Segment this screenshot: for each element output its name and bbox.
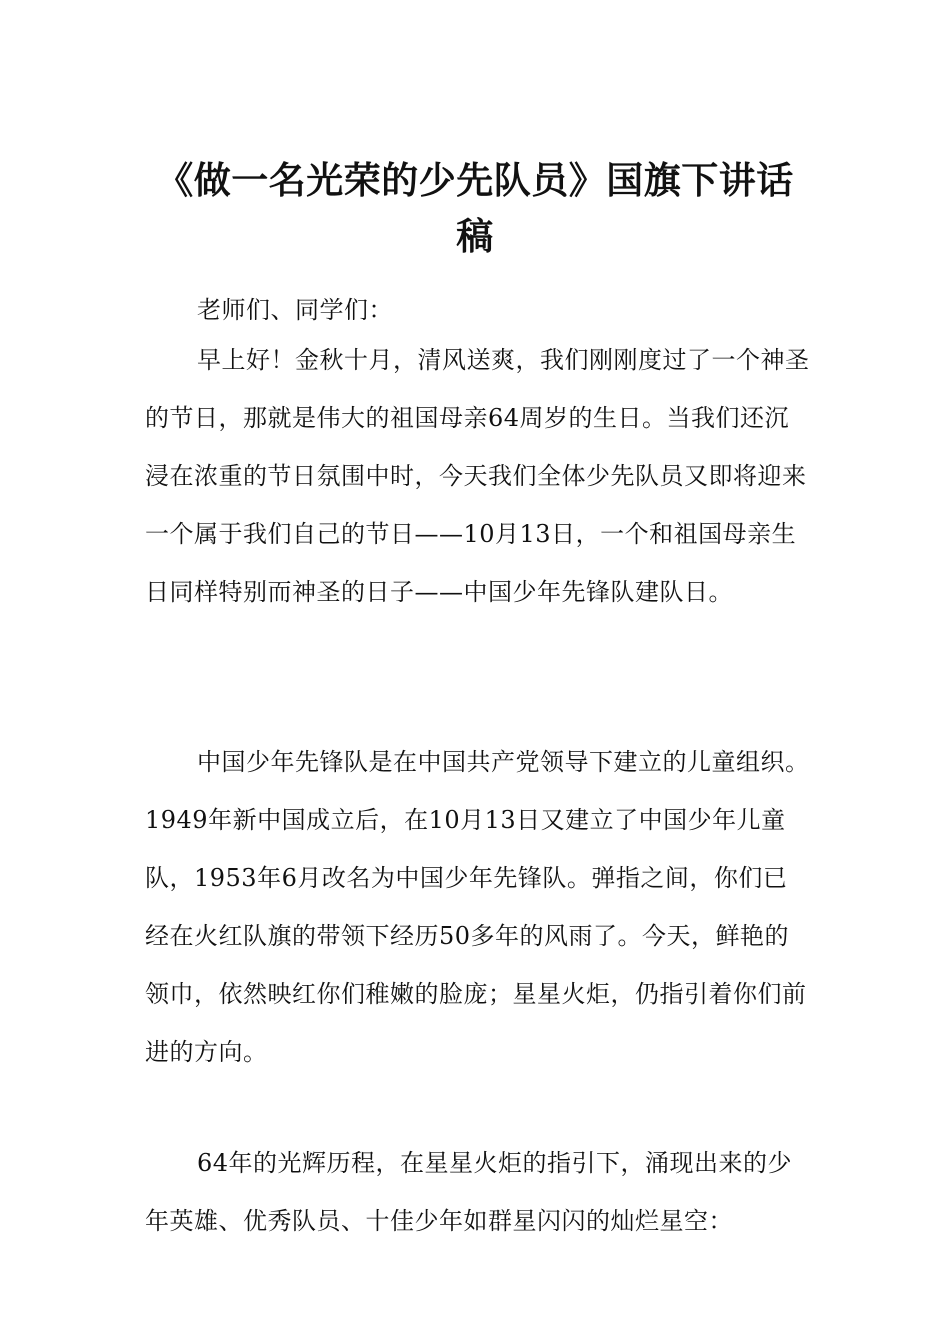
- speech-paragraph-1: 早上好！金秋十月，清风送爽，我们刚刚度过了一个神圣的节日，那就是伟大的祖国母亲64周岁的生日。当我们还沉浸在浓重的节日氛围中时，今天我们全体少先队员又即将迎来一个属于我们自己的节日——10月13日，一个和祖国母亲生日同样特别而神圣的日子——中国少年先锋队建队日。: [145, 346, 810, 606]
- speech-paragraph-3: 64年的光辉历程，在星星火炬的指引下，涌现出来的少年英雄、优秀队员、十佳少年如群星闪闪的灿烂星空：: [145, 1149, 793, 1235]
- speech-greeting: 老师们、同学们：: [197, 296, 393, 324]
- document-title: 《做一名光荣的少先队员》国旗下讲话稿: [156, 158, 794, 258]
- speech-paragraph-2: 中国少年先锋队是在中国共产党领导下建立的儿童组织。1949年新中国成立后，在10月13日又建立了中国少年儿童队，1953年6月改名为中国少年先锋队。弹指之间，你们已经在火红队旗的带领下经历50多年的风雨了。今天，鲜艳的领巾，依然映红你们稚嫩的脸庞；星星火炬，仍指引着你们前进的方向。: [145, 748, 810, 1066]
